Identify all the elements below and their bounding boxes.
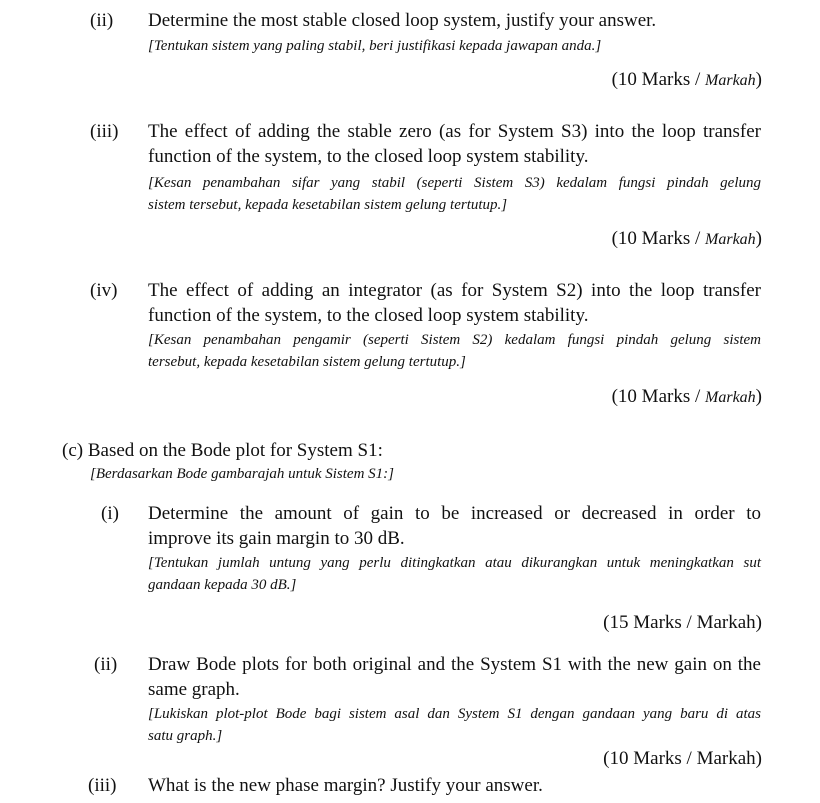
question-number: (iii) (88, 775, 117, 796)
question-text-english (148, 119, 761, 169)
text-line: tersebut, kepada kesetabilan sistem gelung tertutup.] (148, 354, 466, 370)
question-text-malay (148, 329, 761, 373)
text-line: gandaan kepada 30 dB.] (148, 577, 297, 593)
part-c-heading-malay: [Berdasarkan Bode gambarajah untuk Sistem S1:] (90, 466, 394, 482)
question-text-malay (148, 552, 761, 596)
text-line: [Kesan penambahan pengamir (seperti Sistem S2) kedalam fungsi pindah gelung sistem (148, 332, 761, 348)
text-line: Draw Bode plots for both original and the System S1 with the new gain on the (148, 654, 761, 675)
question-text-malay: [Tentukan sistem yang paling stabil, beri justifikasi kepada jawapan anda.] (148, 38, 602, 54)
text-line: same graph. (148, 679, 240, 700)
text-line: Determine the amount of gain to be increased or decreased in order to (148, 503, 761, 524)
marks-label: (10 Marks / Markah) (611, 386, 762, 407)
question-text-english: Determine the most stable closed loop system, justify your answer. (148, 10, 657, 31)
question-text-malay (148, 703, 761, 747)
part-c-heading: (c) Based on the Bode plot for System S1: (62, 440, 383, 461)
question-number: (iii) (90, 121, 119, 142)
question-text-english: What is the new phase margin? Justify your answer. (148, 775, 543, 796)
question-number: (ii) (94, 654, 118, 675)
text-line: [Kesan penambahan sifar yang stabil (seperti Sistem S3) kedalam fungsi pindah gelung (148, 175, 761, 191)
text-line: [Tentukan jumlah untung yang perlu ditingkatkan atau dikurangkan untuk meningkatkan sut (148, 555, 761, 571)
question-text-malay (148, 172, 761, 216)
text-line: satu graph.] (148, 728, 223, 744)
text-line: function of the system, to the closed loop system stability. (148, 305, 589, 326)
text-line: The effect of adding the stable zero (as for System S3) into the loop transfer (148, 121, 761, 142)
question-number: (i) (101, 503, 119, 524)
marks-label: (10 Marks / Markah) (611, 69, 762, 90)
question-number: (ii) (90, 10, 114, 31)
marks-label: (10 Marks / Markah) (611, 228, 762, 249)
question-text-english (148, 501, 761, 551)
text-line: The effect of adding an integrator (as for System S2) into the loop transfer (148, 280, 761, 301)
marks-label: (15 Marks / Markah) (603, 612, 762, 633)
question-text-english (148, 652, 761, 702)
marks-label: (10 Marks / Markah) (603, 748, 762, 769)
question-number: (iv) (90, 280, 118, 301)
question-text-english (148, 278, 761, 328)
text-line: function of the system, to the closed loop system stability. (148, 146, 589, 167)
text-line: improve its gain margin to 30 dB. (148, 528, 405, 549)
text-line: sistem tersebut, kepada kesetabilan sistem gelung tertutup.] (148, 197, 508, 213)
text-line: [Lukiskan plot-plot Bode bagi sistem asal dan System S1 dengan gandaan yang baru di atas (148, 706, 761, 722)
